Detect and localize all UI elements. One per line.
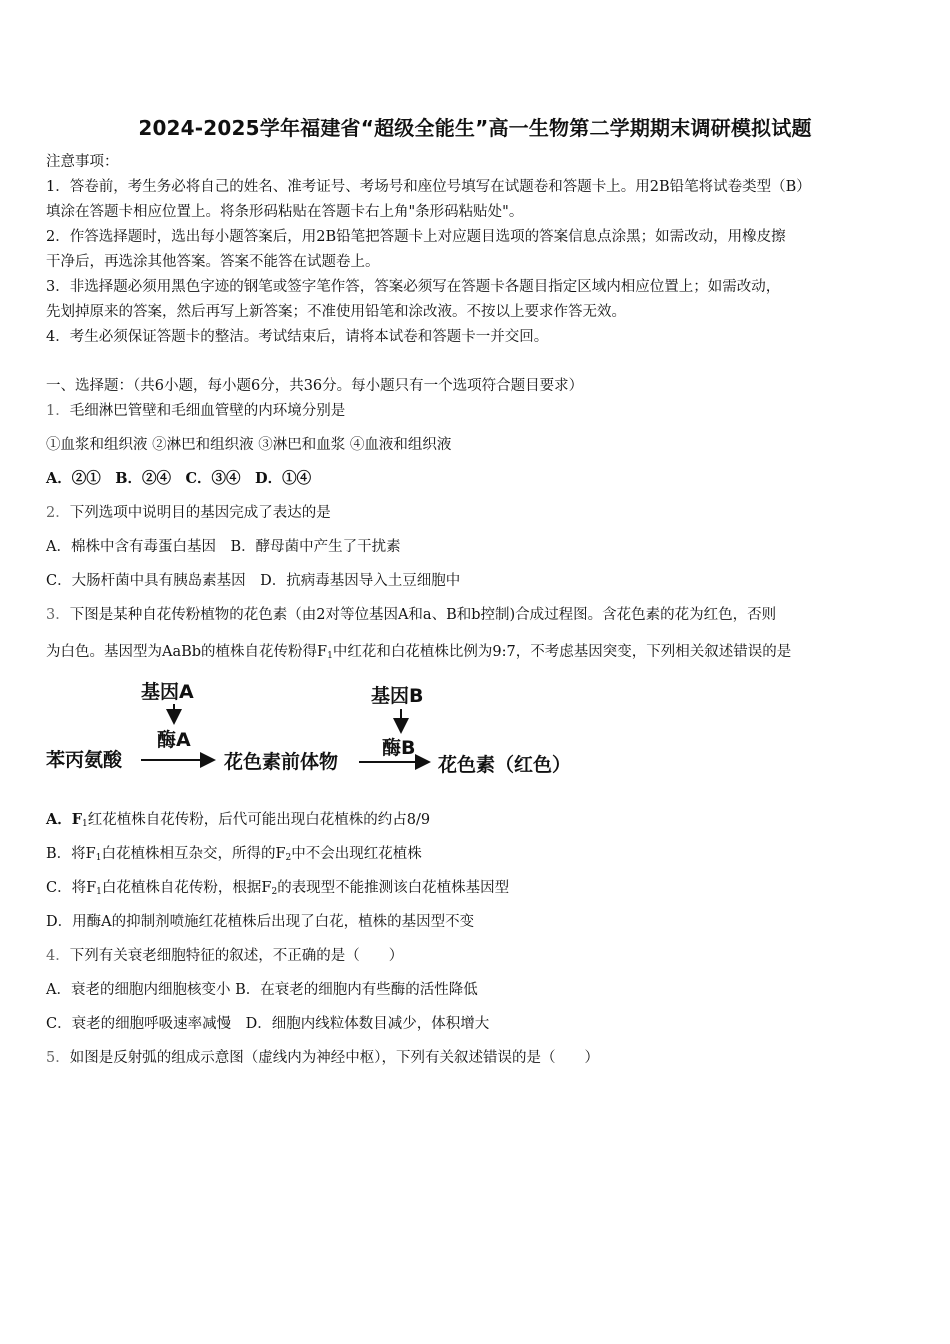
stem-text: 中红花和白花植株比例为9:7，不考虑基因突变，下列相关叙述错误的是	[332, 644, 792, 660]
option-text: 白花植株相互杂交，所得的F	[101, 846, 286, 862]
question-text: 下图是某种自花传粉植物的花色素（由2对等位基因A和a、B和b控制)合成过程图。含花色素的花为红色，否则	[69, 607, 777, 623]
question-1-options: A．②① B．②④ C．③④ D．①④	[46, 470, 312, 487]
intermediate-label: 花色素前体物	[224, 751, 339, 773]
question-text: 毛细淋巴管壁和毛细血管壁的内环境分别是	[69, 403, 346, 419]
question-number: 1．	[46, 403, 70, 419]
question-3-stem-line-2	[46, 642, 791, 662]
substrate-label: 苯丙氨酸	[46, 749, 123, 771]
question-1-items: ①血浆和组织液 ②淋巴和组织液 ③淋巴和血浆 ④血液和组织液	[46, 437, 452, 453]
subscript: 2	[285, 853, 292, 863]
subscript: 1	[82, 819, 88, 829]
question-text: 下列有关衰老细胞特征的叙述，不正确的是（ ）	[69, 948, 404, 964]
question-3-option-b	[46, 844, 422, 864]
section-heading: 一、选择题：（共6小题，每小题6分，共36分。每小题只有一个选项符合题目要求）	[46, 378, 584, 394]
option-text: B．将F	[46, 846, 96, 862]
notice-line-7: 4．考生必须保证答题卡的整洁。考试结束后，请将本试卷和答题卡一并交回。	[46, 329, 549, 345]
option-text: 中不会出现红花植株	[291, 846, 422, 862]
notice-line-3: 2．作答选择题时，选出每小题答案后，用2B铅笔把答题卡上对应题目选项的答案信息点涂黑；如需改动，用橡皮擦	[46, 229, 786, 245]
question-number: 2．	[46, 505, 70, 521]
option-text: 的表现型不能推测该白花植株基因型	[277, 880, 510, 896]
enzyme-b-label: 酶B	[382, 737, 416, 759]
subscript: 2	[271, 887, 278, 897]
stem-text: 为白色。基因型为AaBb的植株自花传粉得F	[46, 644, 328, 660]
pathway-diagram	[46, 678, 606, 788]
notice-line-4: 干净后，再选涂其他答案。答案不能答在试题卷上。	[46, 254, 380, 270]
product-label: 花色素（红色）	[438, 754, 572, 776]
question-2-stem	[46, 503, 331, 523]
subscript: 1	[327, 651, 333, 661]
option-text: 白花植株自花传粉，根据F	[101, 880, 272, 896]
notice-line-5: 3．非选择题必须用黑色字迹的钢笔或签字笔作答，答案必须写在答题卡各题目指定区域内相应位置上；如需改动，	[46, 279, 781, 295]
page-title: 2024-2025学年福建省“超级全能生”高一生物第二学期期末调研模拟试题	[138, 116, 812, 140]
question-2-options-cd: C．大肠杆菌中具有胰岛素基因 D．抗病毒基因导入土豆细胞中	[46, 573, 461, 589]
subscript: 1	[95, 853, 102, 863]
gene-a-label: 基因A	[141, 681, 194, 703]
question-3-option-c	[46, 878, 509, 898]
question-text: 如图是反射弧的组成示意图（虚线内为神经中枢），下列有关叙述错误的是（ ）	[69, 1050, 599, 1066]
question-1-stem	[46, 401, 345, 421]
notice-line-2: 填涂在答题卡相应位置上。将条形码粘贴在答题卡右上角"条形码粘贴处"。	[46, 204, 524, 220]
question-3-option-d: D．用酶A的抑制剂喷施红花植株后出现了白花，植株的基因型不变	[46, 914, 475, 930]
subscript: 1	[96, 887, 102, 897]
gene-b-label: 基因B	[371, 685, 424, 707]
option-text: C．将F	[46, 880, 97, 896]
question-3-option-a	[46, 810, 430, 830]
notice-line-1: 1．答卷前，考生务必将自己的姓名、准考证号、考场号和座位号填写在试题卷和答题卡上。用2B铅笔将试卷类型（B）	[46, 179, 811, 195]
question-number: 5．	[46, 1050, 70, 1066]
question-number: 4．	[46, 948, 70, 964]
notice-heading: 注意事项：	[46, 154, 119, 170]
question-4-options-cd: C．衰老的细胞呼吸速率减慢 D．细胞内线粒体数目减少，体积增大	[46, 1016, 490, 1032]
question-5-stem	[46, 1048, 599, 1068]
option-text: A．F	[46, 811, 83, 828]
question-3-stem-line-1	[46, 605, 776, 625]
question-number: 3．	[46, 607, 70, 623]
enzyme-a-label: 酶A	[157, 729, 191, 751]
notice-line-6: 先划掉原来的答案，然后再写上新答案；不准使用铅笔和涂改液。不按以上要求作答无效。	[46, 304, 626, 320]
question-4-options-ab: A．衰老的细胞内细胞核变小 B．在衰老的细胞内有些酶的活性降低	[46, 982, 478, 998]
question-text: 下列选项中说明目的基因完成了表达的是	[69, 505, 331, 521]
question-4-stem	[46, 946, 403, 966]
option-text: 红花植株自花传粉，后代可能出现白花植株的约占8/9	[87, 812, 431, 828]
question-2-options-ab: A．棉株中含有毒蛋白基因 B．酵母菌中产生了干扰素	[46, 539, 401, 555]
